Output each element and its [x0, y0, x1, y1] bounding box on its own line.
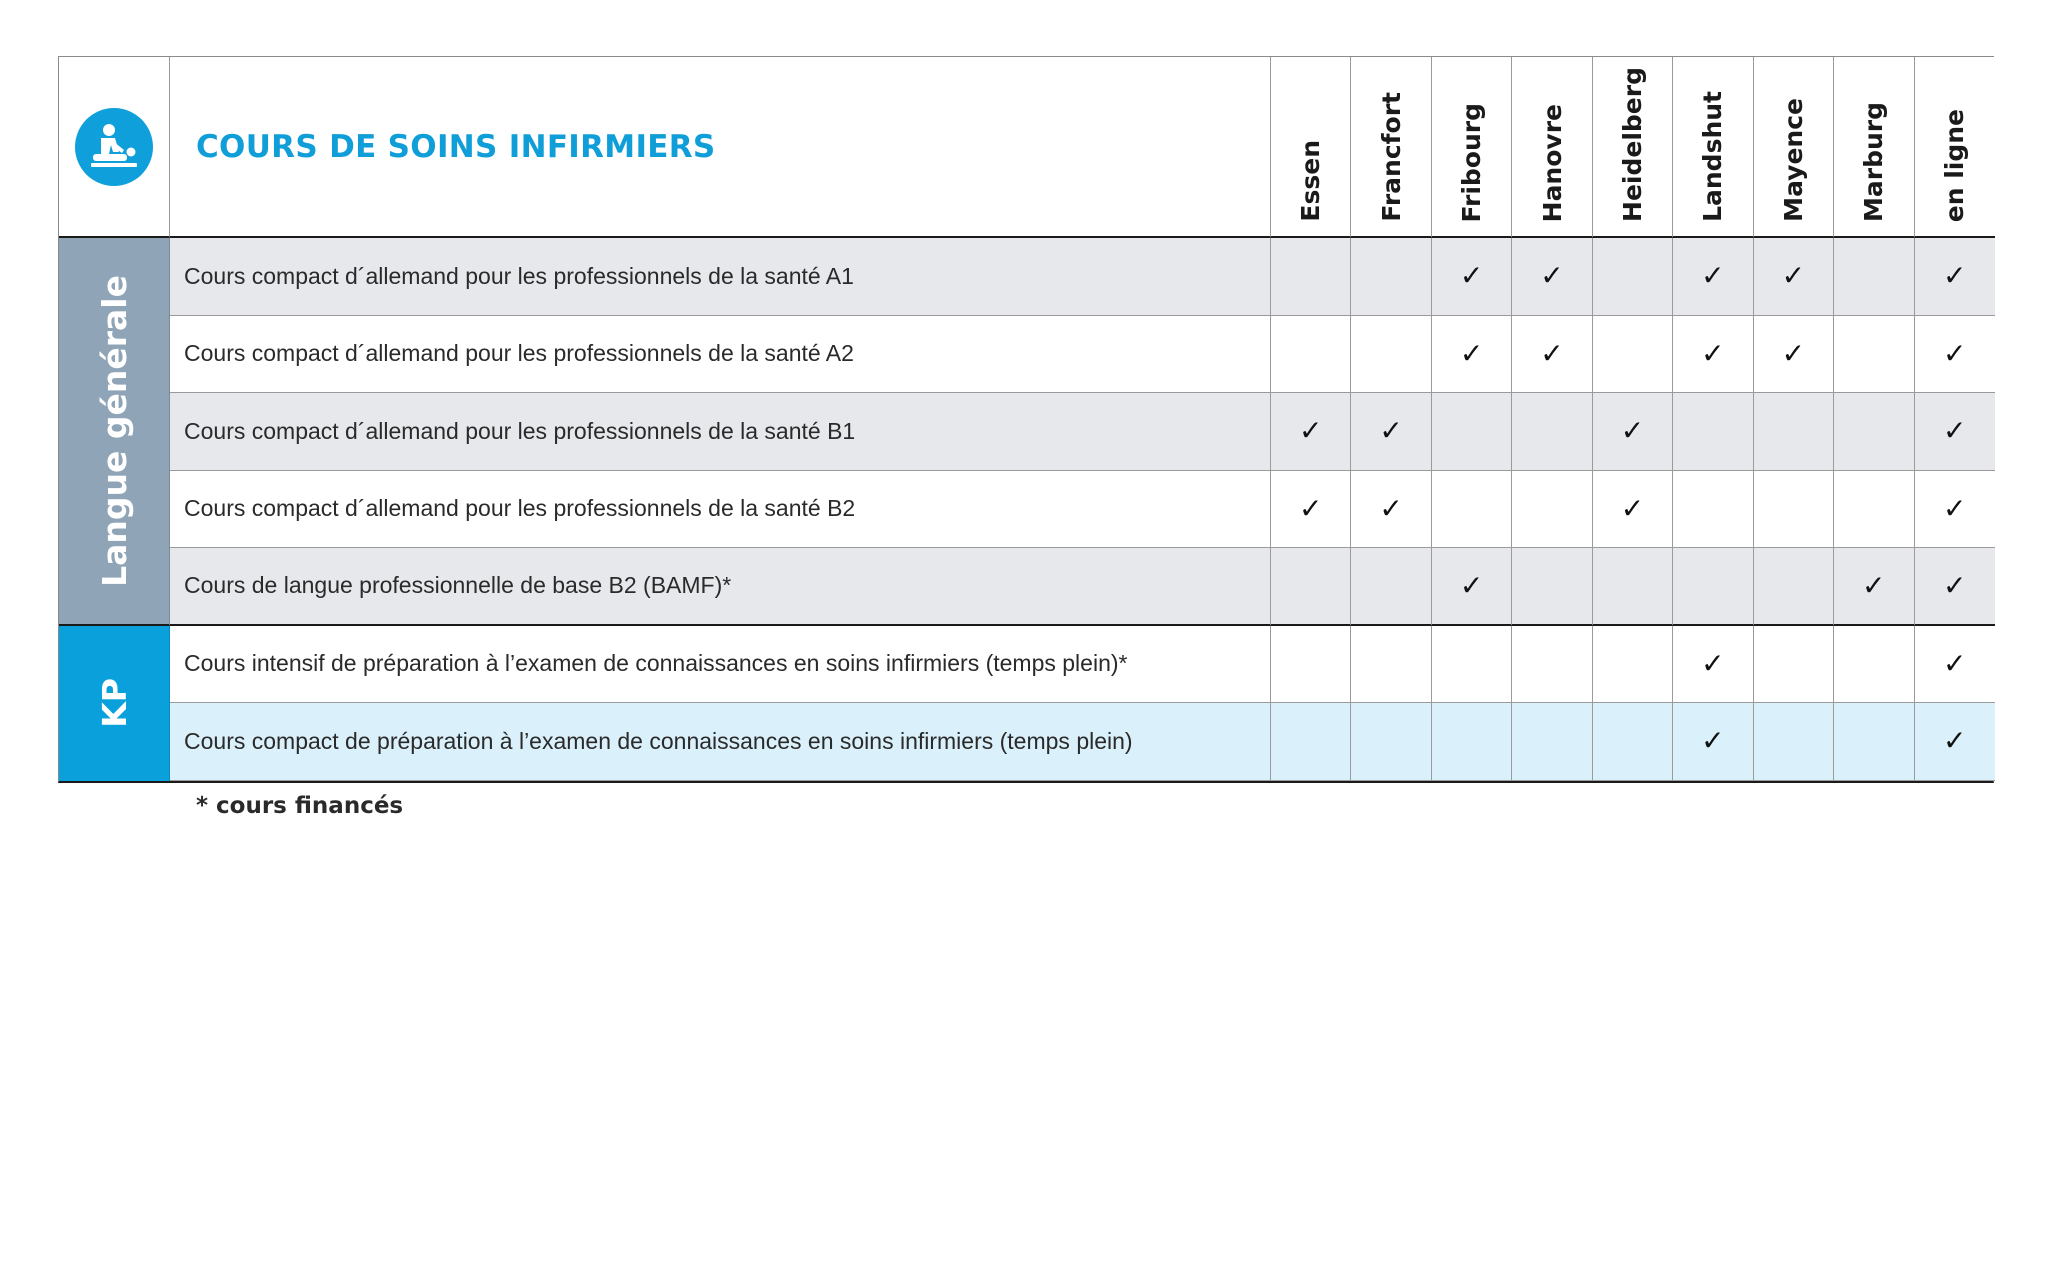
availability-cell [1673, 703, 1753, 781]
checkmark-icon: ✓ [1540, 336, 1564, 370]
availability-cell [1754, 238, 1834, 316]
availability-cell [1593, 626, 1673, 704]
section-general-language [59, 238, 170, 626]
city-label: Landshut [1698, 91, 1728, 222]
availability-cell [1351, 238, 1431, 316]
availability-cell [1512, 238, 1592, 316]
availability-cell [1351, 316, 1431, 394]
availability-cell [1673, 626, 1753, 704]
checkmark-icon: ✓ [1379, 414, 1403, 448]
availability-cell [1673, 548, 1753, 626]
course-label: Cours compact d´allemand pour les professionnels de la santé B2 [170, 471, 1271, 549]
checkmark-icon: ✓ [1781, 259, 1806, 293]
availability-cell [1915, 703, 1995, 781]
availability-cell [1593, 393, 1673, 471]
availability-cell [1512, 703, 1592, 781]
city-label: Essen [1296, 140, 1326, 222]
checkmark-icon: ✓ [1942, 491, 1967, 525]
availability-cell [1432, 238, 1512, 316]
header-icon-cell [59, 57, 170, 238]
availability-cell [1512, 393, 1592, 471]
checkmark-icon: ✓ [1942, 646, 1967, 680]
availability-cell [1754, 471, 1834, 549]
availability-cell [1512, 316, 1592, 394]
checkmark-icon: ✓ [1701, 336, 1725, 370]
checkmark-icon: ✓ [1379, 491, 1403, 525]
availability-cell [1915, 471, 1995, 549]
availability-cell [1834, 471, 1914, 549]
availability-cell [1593, 548, 1673, 626]
checkmark-icon: ✓ [1620, 491, 1645, 525]
table-title: COURS DE SOINS INFIRMIERS [196, 128, 716, 165]
availability-cell [1754, 393, 1834, 471]
course-label: Cours intensif de préparation à l’examen de connaissances en soins infirmiers (temps plein)* [170, 626, 1271, 704]
availability-cell [1673, 316, 1753, 394]
availability-cell [1593, 703, 1673, 781]
availability-cell [1673, 238, 1753, 316]
availability-cell [1754, 703, 1834, 781]
column-header-heidelberg [1593, 57, 1673, 238]
availability-cell [1512, 548, 1592, 626]
course-label: Cours compact d´allemand pour les professionnels de la santé A2 [170, 316, 1271, 394]
availability-cell [1432, 548, 1512, 626]
availability-cell [1432, 703, 1512, 781]
checkmark-icon: ✓ [1701, 646, 1725, 680]
availability-cell [1915, 548, 1995, 626]
checkmark-icon: ✓ [1459, 568, 1484, 602]
availability-cell [1834, 703, 1914, 781]
availability-cell [1432, 626, 1512, 704]
checkmark-icon: ✓ [1942, 336, 1967, 370]
checkmark-icon: ✓ [1942, 568, 1967, 602]
availability-cell [1834, 548, 1914, 626]
checkmark-icon: ✓ [1620, 414, 1645, 448]
checkmark-icon: ✓ [1701, 259, 1725, 293]
availability-cell [1271, 703, 1351, 781]
availability-cell [1834, 626, 1914, 704]
footnote: * cours financés [196, 793, 404, 819]
availability-cell [1512, 471, 1592, 549]
availability-cell [1593, 238, 1673, 316]
checkmark-icon: ✓ [1701, 724, 1725, 758]
availability-cell [1271, 238, 1351, 316]
availability-cell [1754, 626, 1834, 704]
section-label: KP [94, 678, 134, 728]
availability-cell [1271, 626, 1351, 704]
availability-cell [1593, 316, 1673, 394]
availability-cell [1351, 703, 1431, 781]
checkmark-icon: ✓ [1459, 336, 1484, 370]
checkmark-icon: ✓ [1540, 259, 1564, 293]
availability-cell [1271, 548, 1351, 626]
column-header-landshut [1673, 57, 1753, 238]
city-label: en ligne [1940, 108, 1970, 222]
availability-cell [1351, 471, 1431, 549]
availability-cell [1351, 548, 1431, 626]
availability-cell [1673, 393, 1753, 471]
course-label: Cours compact de préparation à l’examen de connaissances en soins infirmiers (temps plein) [170, 703, 1271, 781]
city-label: Francfort [1376, 92, 1406, 222]
column-header-hanovre [1512, 57, 1592, 238]
availability-cell [1673, 471, 1753, 549]
availability-cell [1271, 393, 1351, 471]
course-table [58, 56, 1994, 783]
column-header-mayence [1754, 57, 1834, 238]
checkmark-icon: ✓ [1942, 724, 1967, 758]
column-header-en-ligne [1915, 57, 1995, 238]
course-label: Cours de langue professionnelle de base B2 (BAMF)* [170, 548, 1271, 626]
availability-cell [1834, 393, 1914, 471]
availability-cell [1754, 316, 1834, 394]
availability-cell [1754, 548, 1834, 626]
section-kp [59, 626, 170, 781]
section-label: Langue générale [94, 274, 134, 587]
checkmark-icon: ✓ [1781, 336, 1806, 370]
availability-cell [1432, 471, 1512, 549]
availability-cell [1915, 393, 1995, 471]
column-header-francfort [1351, 57, 1431, 238]
city-label: Heidelberg [1617, 67, 1647, 222]
column-header-marburg [1834, 57, 1914, 238]
availability-cell [1915, 626, 1995, 704]
availability-cell [1512, 626, 1592, 704]
checkmark-icon: ✓ [1298, 491, 1323, 525]
checkmark-icon: ✓ [1298, 414, 1323, 448]
course-label: Cours compact d´allemand pour les professionnels de la santé A1 [170, 238, 1271, 316]
massage-therapy-icon [75, 108, 153, 186]
availability-cell [1271, 316, 1351, 394]
city-label: Mayence [1778, 98, 1808, 222]
availability-cell [1432, 316, 1512, 394]
availability-cell [1834, 316, 1914, 394]
checkmark-icon: ✓ [1862, 568, 1886, 602]
availability-cell [1593, 471, 1673, 549]
column-header-fribourg [1432, 57, 1512, 238]
checkmark-icon: ✓ [1942, 259, 1967, 293]
availability-cell [1351, 626, 1431, 704]
checkmark-icon: ✓ [1459, 259, 1484, 293]
availability-cell [1915, 316, 1995, 394]
availability-cell [1834, 238, 1914, 316]
city-label: Hanovre [1537, 103, 1567, 222]
checkmark-icon: ✓ [1942, 414, 1967, 448]
availability-cell [1432, 393, 1512, 471]
table-title-cell [170, 57, 1271, 238]
availability-cell [1351, 393, 1431, 471]
availability-cell [1271, 471, 1351, 549]
course-label: Cours compact d´allemand pour les professionnels de la santé B1 [170, 393, 1271, 471]
availability-cell [1915, 238, 1995, 316]
city-label: Fribourg [1457, 102, 1487, 222]
column-header-essen [1271, 57, 1351, 238]
city-label: Marburg [1859, 102, 1889, 222]
